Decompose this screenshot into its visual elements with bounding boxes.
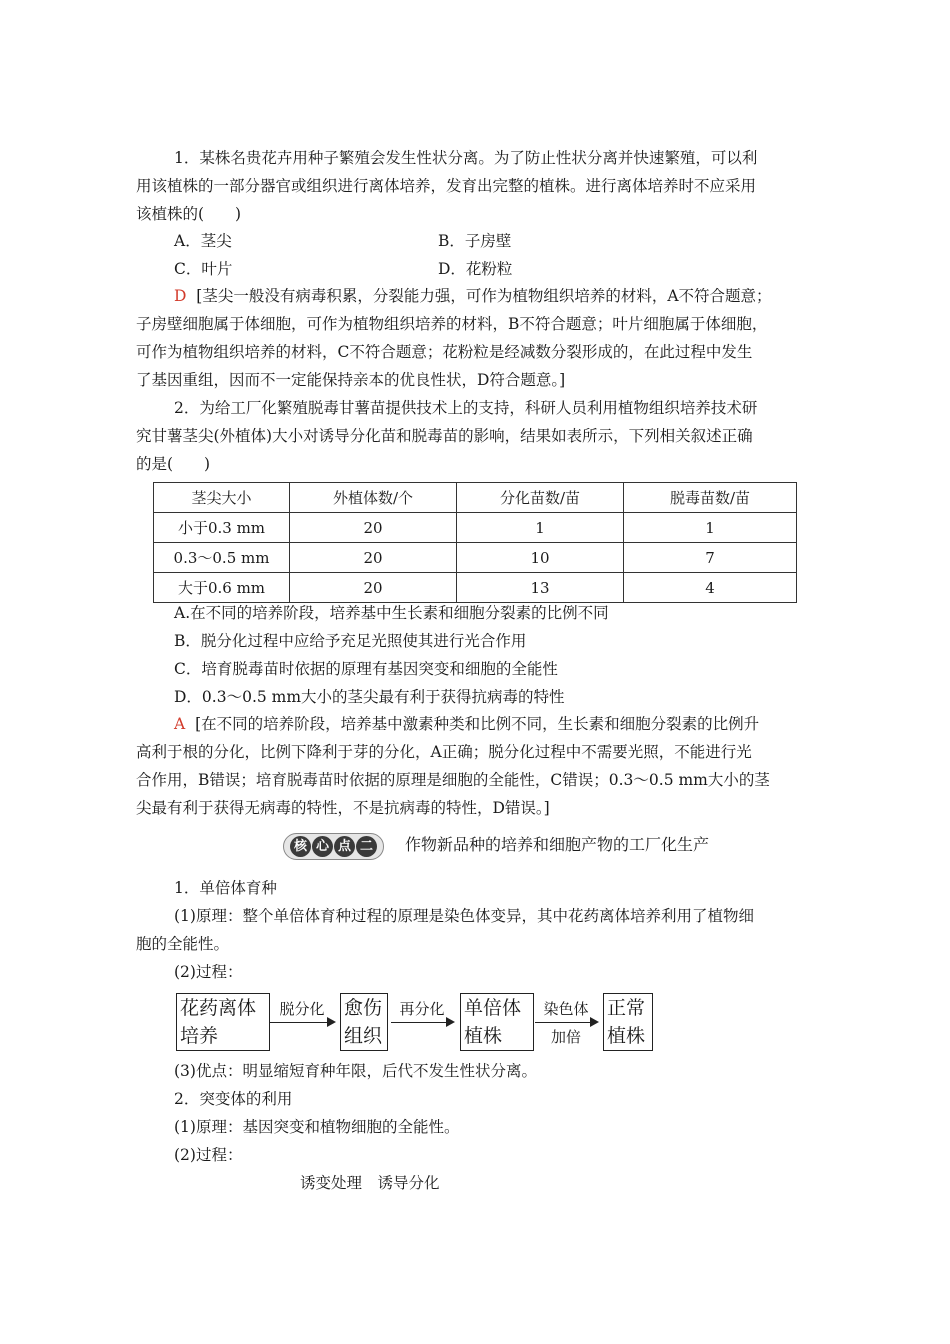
q1-answer: D <box>174 287 187 305</box>
q1-explanation-text-1: [茎尖一般没有病毒积累，分裂能力强，可作为植物组织培养的材料，A不符合题意； <box>196 287 772 305</box>
table-row <box>154 543 797 573</box>
table-cell: 7 <box>624 543 797 573</box>
q2-line-2: 究甘薯茎尖(外植体)大小对诱导分化苗和脱毒苗的影响，结果如表所示，下列相关叙述正确 <box>136 427 753 445</box>
table-cell: 1 <box>624 513 797 543</box>
mutant-principle: (1)原理：基因突变和植物细胞的全能性。 <box>174 1118 460 1136</box>
q2-explanation-line-3: 合作用，B错误；培育脱毒苗时依据的原理是细胞的全能性，C错误；0.3～0.5 mm大小的茎 <box>136 771 770 789</box>
flow-arrow-3 <box>535 1022 597 1023</box>
q1-option-c: C．叶片 <box>174 260 233 278</box>
data-table <box>153 482 797 603</box>
table-cell: 20 <box>290 543 457 573</box>
table-header: 外植体数/个 <box>290 483 457 513</box>
flow-arrow-label: 染色体 <box>543 1000 589 1018</box>
q2-answer: A <box>174 715 186 733</box>
table-cell: 1 <box>457 513 624 543</box>
flow-arrow-2 <box>391 1022 453 1023</box>
table-cell: 13 <box>457 573 624 603</box>
q2-option-d: D．0.3～0.5 mm大小的茎尖最有利于获得抗病毒的特性 <box>174 688 565 706</box>
badge-char: 二 <box>356 836 377 857</box>
badge-char: 心 <box>312 836 333 857</box>
flow-box-line: 组织 <box>344 1025 383 1047</box>
section-header <box>283 832 709 860</box>
q1-explanation-line-2: 子房壁细胞属于体细胞，可作为植物组织培养的材料，B不符合题意；叶片细胞属于体细胞， <box>136 315 768 333</box>
haploid-heading: 1．单倍体育种 <box>174 879 277 897</box>
flow-arrow-1 <box>270 1022 334 1023</box>
q1-option-b: B．子房壁 <box>438 232 512 250</box>
q1-line-3: 该植株的( ) <box>136 205 242 223</box>
haploid-advantage: (3)优点：明显缩短育种年限，后代不发生性状分离。 <box>174 1062 537 1080</box>
q2-option-b: B．脱分化过程中应给予充足光照使其进行光合作用 <box>174 632 527 650</box>
flow-box-line: 正常 <box>607 997 646 1019</box>
q2-option-c: C．培育脱毒苗时依据的原理有基因突变和细胞的全能性 <box>174 660 558 678</box>
mutant-heading: 2．突变体的利用 <box>174 1090 293 1108</box>
q1-option-a: A．茎尖 <box>174 232 232 250</box>
mutant-process-label: (2)过程： <box>174 1146 243 1164</box>
table-cell: 20 <box>290 513 457 543</box>
q2-explanation-line-2: 高利于根的分化，比例下降利于芽的分化，A正确；脱分化过程中不需要光照，不能进行光 <box>136 743 752 761</box>
table-cell: 0.3～0.5 mm <box>154 543 290 573</box>
flow-box-callus <box>340 993 388 1051</box>
flow-arrow-label: 脱分化 <box>279 1000 325 1018</box>
q1-explanation-line-4: 了基因重组，因而不一定能保持亲本的优良性状，D符合题意。] <box>136 371 566 389</box>
flow-box-line: 培养 <box>180 1025 219 1047</box>
q2-line-3: 的是( ) <box>136 455 211 473</box>
q1-line-1: 1．某株名贵花卉用种子繁殖会发生性状分离。为了防止性状分离并快速繁殖，可以利 <box>174 149 758 167</box>
q1-explanation-line-3: 可作为植物组织培养的材料，C不符合题意；花粉粒是经减数分裂形成的，在此过程中发生 <box>136 343 753 361</box>
table-cell: 10 <box>457 543 624 573</box>
flow-arrow-label: 加倍 <box>550 1028 581 1046</box>
q1-explanation-line-1 <box>174 285 772 307</box>
badge-char: 点 <box>334 836 355 857</box>
q2-explanation-line-4: 尖最有利于获得无病毒的特性，不是抗病毒的特性，D错误。] <box>136 799 550 817</box>
flow-box-haploid-plant <box>460 993 534 1051</box>
table-header-row <box>154 483 797 513</box>
flow-box-anther-culture <box>176 993 270 1051</box>
q2-explanation-line-1 <box>174 713 759 735</box>
table-cell: 小于0.3 mm <box>154 513 290 543</box>
table-header: 脱毒苗数/苗 <box>624 483 797 513</box>
table-header: 分化苗数/苗 <box>457 483 624 513</box>
haploid-principle-2: 胞的全能性。 <box>136 935 230 953</box>
section-badge <box>283 833 384 860</box>
table-row <box>154 573 797 603</box>
haploid-process-label: (2)过程： <box>174 963 243 981</box>
table-row <box>154 513 797 543</box>
table-cell: 4 <box>624 573 797 603</box>
flow-box-line: 花药离体 <box>180 997 257 1019</box>
flow-box-line: 单倍体 <box>464 997 522 1019</box>
table-header: 茎尖大小 <box>154 483 290 513</box>
table-cell: 20 <box>290 573 457 603</box>
q1-line-2: 用该植株的一部分器官或组织进行离体培养，发育出完整的植株。进行离体培养时不应采用 <box>136 177 757 195</box>
table-cell: 大于0.6 mm <box>154 573 290 603</box>
q2-line-1: 2．为给工厂化繁殖脱毒甘薯苗提供技术上的支持，科研人员利用植物组织培养技术研 <box>174 399 758 417</box>
section-title: 作物新品种的培养和细胞产物的工厂化生产 <box>404 835 709 854</box>
flow-box-line: 愈伤 <box>344 997 383 1019</box>
flow-box-line: 植株 <box>607 1025 646 1047</box>
haploid-principle-1: (1)原理：整个单倍体育种过程的原理是染色体变异，其中花药离体培养利用了植物细 <box>174 907 754 925</box>
flow-box-normal-plant <box>603 993 653 1051</box>
flow-arrow-label: 再分化 <box>399 1000 445 1018</box>
flow-box-line: 植株 <box>464 1025 503 1047</box>
mutant-flow-labels: 诱变处理 诱导分化 <box>300 1174 440 1192</box>
q2-explanation-text-1: [在不同的培养阶段，培养基中激素种类和比例不同，生长素和细胞分裂素的比例升 <box>195 715 760 733</box>
q1-option-d: D．花粉粒 <box>438 260 513 278</box>
q2-option-a: A.在不同的培养阶段，培养基中生长素和细胞分裂素的比例不同 <box>174 604 609 622</box>
badge-char: 核 <box>290 836 311 857</box>
